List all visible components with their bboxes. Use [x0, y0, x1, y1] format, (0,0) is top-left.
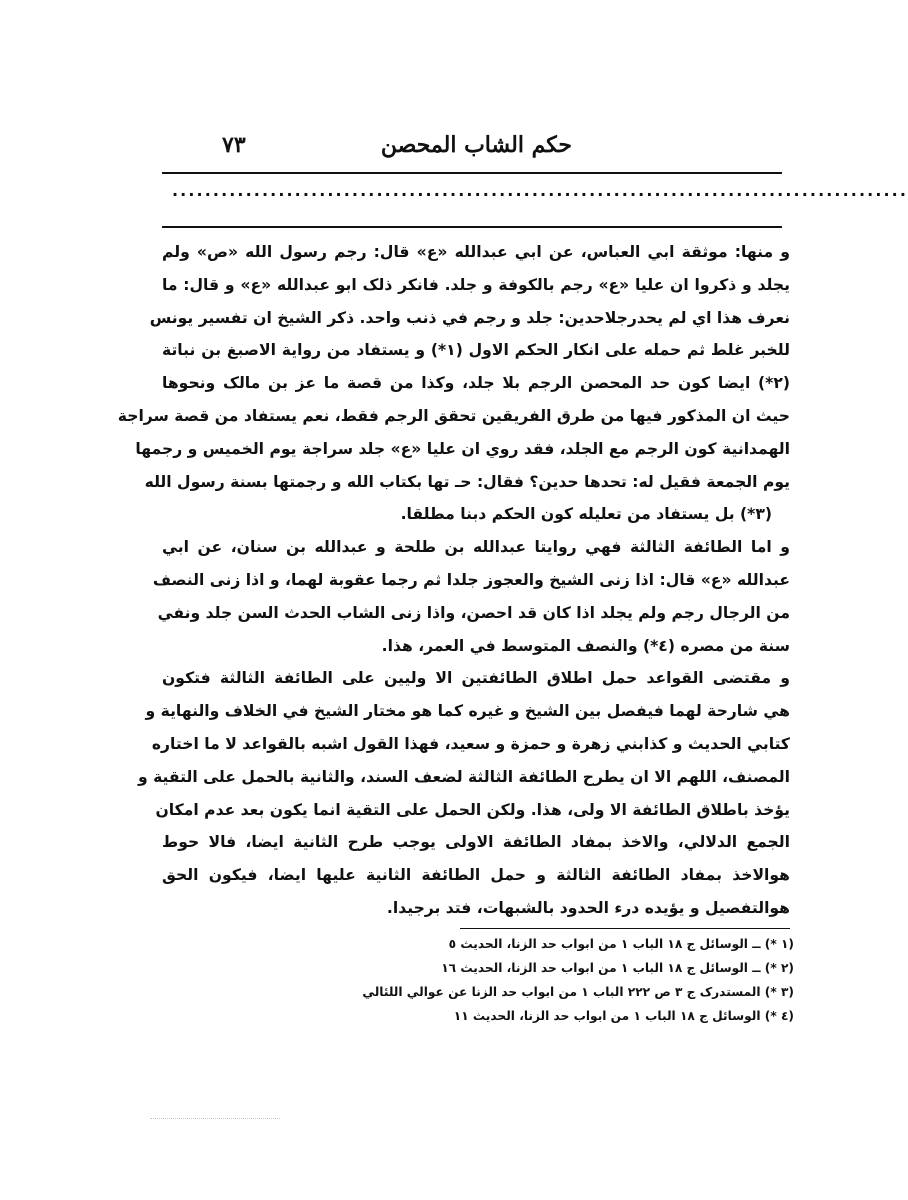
- body-line: و مقتضى القواعد حمل اطلاق الطائفتين الا وليين على الطائفة الثالثة فتكون: [162, 669, 790, 688]
- body-line: سنة من مصره (٤*) والنصف المتوسط في العمر، هذا.: [381, 636, 790, 655]
- footnote: (١ *) ــ الوسائل ج ١٨ الباب ١ من ابواب حد الزنا، الحديث ٥: [448, 937, 794, 951]
- body-line: يؤخذ باطلاق الطائفة الا ولى، هذا. ولكن الحمل على التقية انما يكون بعد عدم امكان: [155, 800, 790, 819]
- body-line: (٢*) ايضا كون حد المحصن الرجم بلا جلد، وكذا من قصة ما عز بن مالک ونحوها: [162, 374, 790, 393]
- dotted-separator: ..........................................................................................: [172, 181, 908, 200]
- body-line: يوم الجمعة فقيل له: تحدها حدين؟ فقال: حـ تها بكتاب الله و رجمتها بسنة رسول الله: [144, 472, 790, 491]
- body-line: المصنف، اللهم الا ان يطرح الطائفة الثالثة لضعف السند، والثانية بالحمل على التقية و: [137, 767, 790, 786]
- body-line: و اما الطائفة الثالثة فهي روايتا عبدالله بن طلحة و عبدالله بن سنان، عن ابي: [162, 538, 790, 557]
- body-text: [117, 236, 790, 925]
- body-line: الهمدانية كون الرجم مع الجلد، فقد روي ان عليا «ع» جلد سراجة يوم الخميس و رجمها: [135, 439, 790, 458]
- body-line: هوالتفصيل و يؤيده درء الحدود بالشبهات، فتد برجيدا.: [386, 898, 790, 917]
- body-line: كتابي الحديث و كذابني زهرة و حمزة و سعيد، فهذا القول اشبه بالقواعد لا ما اختاره: [151, 734, 790, 753]
- page-title: حكم الشاب المحصن: [380, 132, 572, 158]
- body-line: نعرف هذا اي لم يحدرجلاحدين: جلد و رجم في ذنب واحد. ذكر الشيخ ان تفسير يونس: [149, 308, 790, 327]
- footnote: (٣ *) المستدرک ج ٣ ص ٢٢٢ الباب ١ من ابواب حد الزنا عن عوالي اللئالي: [362, 985, 794, 999]
- body-line: للخبر غلط ثم حمله على انكار الحكم الاول (١*) و يستفاد من رواية الاصبغ بن نباتة: [162, 341, 790, 360]
- header-rule: [162, 172, 782, 174]
- page-number: ٧٣: [222, 132, 246, 158]
- running-header: [162, 132, 782, 172]
- footnote: (٤ *) الوسائل ج ١٨ الباب ١ من ابواب حد الزنا، الحديث ١١: [453, 1009, 794, 1023]
- body-line: و منها: موثقة ابي العباس، عن ابي عبدالله «ع» قال: رجم رسول الله «ص» ولم: [162, 243, 790, 261]
- scan-specks: [150, 1118, 280, 1121]
- body-line: عبدالله «ع» قال: اذا زنى الشيخ والعجوز جلدا ثم رجما عقوبة لهما، و اذا زنى النصف: [152, 570, 790, 589]
- body-line: هوالاخذ بمفاد الطائفة الثالثة و حمل الطائفة الثانية عليها ايضا، فيكون الحق: [162, 866, 790, 885]
- body-line: الجمع الدلالي، والاخذ بمفاد الطائفة الاولى يوجب طرح الثانية ايضا، فالا حوط: [162, 833, 790, 852]
- body-line: هي شارحة لهما فيفصل بين الشيخ و غيره كما هو مختار الشيخ في الخلاف والنهاية و: [145, 702, 790, 721]
- footnote: (٢ *) ــ الوسائل ج ١٨ الباب ١ من ابواب حد الزنا، الحديث ١٦: [441, 961, 794, 975]
- body-line: من الرجال رجم ولم يجلد اذا كان قد احصن، واذا زنى الشاب الحدث السن جلد ونفي: [157, 603, 790, 622]
- body-line: (٣*) بل يستفاد من تعليله كون الحكم دبنا مطلقا.: [400, 505, 772, 524]
- footnotes: [362, 928, 794, 1028]
- body-line: يجلد و ذكروا ان عليا «ع» رجم بالكوفة و جلد. فانكر ذلک ابو عبدالله «ع» و قال: ما: [162, 275, 790, 294]
- body-line: حيث ان المذكور فيها من طرق الفريقين تحقق الرجم فقط، نعم يستفاد من قصة سراجة: [117, 406, 790, 425]
- body-rule: [162, 226, 782, 228]
